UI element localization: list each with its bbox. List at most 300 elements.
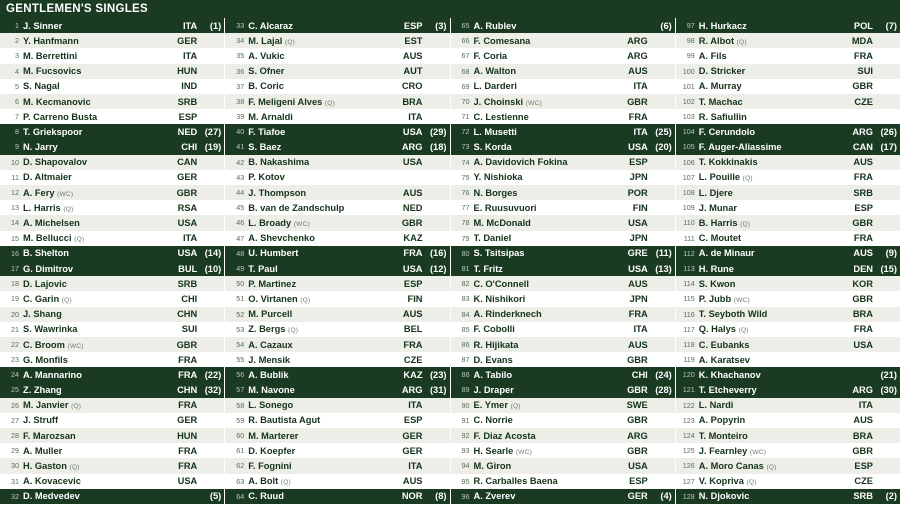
player-name[interactable] <box>699 203 851 213</box>
player-row[interactable] <box>451 352 675 367</box>
player-name[interactable] <box>699 340 850 350</box>
player-name[interactable] <box>23 157 173 167</box>
player-name[interactable] <box>474 400 623 410</box>
player-name[interactable] <box>248 491 398 501</box>
player-row[interactable] <box>676 109 900 124</box>
player-name[interactable] <box>474 21 644 31</box>
player-name[interactable] <box>699 248 850 258</box>
player-row[interactable] <box>0 474 224 489</box>
player-name[interactable] <box>699 400 855 410</box>
player-name[interactable] <box>248 431 398 441</box>
player-name[interactable] <box>23 415 173 425</box>
player-name-text: M. Janvier <box>23 400 69 411</box>
player-name[interactable] <box>474 233 626 243</box>
player-name[interactable] <box>474 294 626 304</box>
player-row[interactable] <box>451 428 675 443</box>
player-name[interactable] <box>699 431 849 441</box>
player-name[interactable] <box>699 172 850 182</box>
player-row[interactable] <box>451 48 675 63</box>
player-name[interactable] <box>23 370 174 380</box>
player-row[interactable] <box>225 458 449 473</box>
player-name-text: A. Popyrin <box>698 415 746 426</box>
player-name[interactable] <box>23 233 179 243</box>
player-name[interactable] <box>23 112 175 122</box>
player-name[interactable] <box>248 21 400 31</box>
player-row[interactable] <box>0 458 224 473</box>
player-number: 63 <box>236 476 245 486</box>
player-row[interactable] <box>225 337 449 352</box>
player-name[interactable] <box>248 415 400 425</box>
player-name[interactable] <box>699 279 849 289</box>
player-row[interactable] <box>225 383 449 398</box>
player-name[interactable] <box>699 97 851 107</box>
player-row[interactable] <box>676 231 900 246</box>
player-row[interactable] <box>225 489 449 504</box>
player-country: GER <box>177 172 198 183</box>
player-name[interactable] <box>248 66 399 76</box>
player-row[interactable] <box>676 48 900 63</box>
player-name[interactable] <box>23 340 173 350</box>
player-row[interactable] <box>451 140 675 155</box>
player-row[interactable] <box>451 155 675 170</box>
player-name[interactable] <box>699 476 851 486</box>
player-row[interactable] <box>451 398 675 413</box>
player-name[interactable] <box>699 188 850 198</box>
player-name[interactable] <box>23 431 173 441</box>
player-name[interactable] <box>474 309 625 319</box>
player-row[interactable] <box>451 383 675 398</box>
player-name[interactable] <box>474 203 629 213</box>
player-row[interactable] <box>225 18 449 33</box>
player-row[interactable] <box>451 474 675 489</box>
player-row[interactable] <box>676 170 900 185</box>
player-row[interactable] <box>676 185 900 200</box>
player-row[interactable] <box>0 276 224 291</box>
player-name[interactable] <box>23 324 178 334</box>
player-row[interactable] <box>0 383 224 398</box>
player-name[interactable] <box>474 51 624 61</box>
player-name[interactable] <box>474 97 624 107</box>
player-name[interactable] <box>248 400 404 410</box>
player-name[interactable] <box>474 188 624 198</box>
player-row[interactable] <box>451 367 675 382</box>
player-name[interactable] <box>474 157 626 167</box>
player-number: 37 <box>236 81 245 91</box>
player-country: CZE <box>854 476 873 487</box>
player-name[interactable] <box>23 172 173 182</box>
player-row[interactable] <box>451 322 675 337</box>
player-row[interactable] <box>451 231 675 246</box>
player-name[interactable] <box>248 264 399 274</box>
player-row[interactable] <box>225 474 449 489</box>
player-name[interactable] <box>248 279 400 289</box>
player-row[interactable] <box>676 398 900 413</box>
player-row[interactable] <box>451 200 675 215</box>
player-row[interactable] <box>225 413 449 428</box>
player-name-text: T. Monteiro <box>698 430 748 441</box>
player-row[interactable] <box>225 367 449 382</box>
player-country: GBR <box>627 445 648 456</box>
player-name-text: Z. Bergs <box>248 324 286 335</box>
player-country: AUS <box>853 157 873 168</box>
player-row[interactable] <box>225 352 449 367</box>
player-row[interactable] <box>676 33 900 48</box>
player-country: CHN <box>177 309 198 320</box>
player-name[interactable] <box>474 415 624 425</box>
player-name[interactable] <box>23 188 173 198</box>
player-number: 81 <box>461 263 470 273</box>
player-row[interactable] <box>0 64 224 79</box>
player-row[interactable] <box>225 246 449 261</box>
player-number: 46 <box>236 218 245 228</box>
player-row[interactable] <box>451 79 675 94</box>
player-row[interactable] <box>676 94 900 109</box>
player-row[interactable] <box>0 94 224 109</box>
player-row[interactable] <box>0 33 224 48</box>
player-row[interactable] <box>676 261 900 276</box>
player-row[interactable] <box>0 79 224 94</box>
player-row[interactable] <box>676 246 900 261</box>
player-name[interactable] <box>474 370 628 380</box>
player-row[interactable] <box>0 322 224 337</box>
player-name[interactable] <box>248 233 399 243</box>
player-name[interactable] <box>23 142 177 152</box>
player-name[interactable] <box>248 127 399 137</box>
player-number: 127 <box>682 476 695 486</box>
player-row[interactable] <box>451 124 675 139</box>
player-row[interactable] <box>225 33 449 48</box>
player-name[interactable] <box>474 36 624 46</box>
player-row[interactable] <box>225 109 449 124</box>
player-row[interactable] <box>225 79 449 94</box>
player-row[interactable] <box>225 276 449 291</box>
player-row[interactable] <box>676 443 900 458</box>
player-name[interactable] <box>699 264 850 274</box>
player-row[interactable] <box>0 231 224 246</box>
player-row[interactable] <box>451 307 675 322</box>
player-name[interactable] <box>699 157 850 167</box>
player-row[interactable] <box>0 109 224 124</box>
player-name[interactable] <box>248 157 399 167</box>
player-seed: (32) <box>204 385 222 396</box>
player-name[interactable] <box>699 142 849 152</box>
player-row[interactable] <box>451 33 675 48</box>
player-row[interactable] <box>225 428 449 443</box>
player-name[interactable] <box>699 446 849 456</box>
player-name[interactable] <box>474 66 625 76</box>
player-country: GRE <box>627 248 648 259</box>
player-name[interactable] <box>474 264 625 274</box>
player-row[interactable] <box>451 18 675 33</box>
player-name[interactable] <box>699 309 849 319</box>
player-seed: (27) <box>204 126 222 137</box>
player-name[interactable] <box>248 309 399 319</box>
player-row[interactable] <box>0 413 224 428</box>
player-row[interactable] <box>225 170 449 185</box>
player-name-text: A. Cazaux <box>248 339 293 350</box>
player-row[interactable] <box>225 443 449 458</box>
player-row[interactable] <box>676 276 900 291</box>
player-row[interactable] <box>0 170 224 185</box>
player-name[interactable] <box>248 36 400 46</box>
player-row[interactable] <box>0 443 224 458</box>
player-name[interactable] <box>474 431 624 441</box>
player-row[interactable] <box>225 291 449 306</box>
player-country: CHI <box>181 142 198 153</box>
player-name[interactable] <box>23 461 174 471</box>
player-name[interactable] <box>474 324 630 334</box>
player-row[interactable] <box>676 352 900 367</box>
player-name[interactable] <box>248 340 399 350</box>
player-name[interactable] <box>248 188 399 198</box>
player-name[interactable] <box>23 36 173 46</box>
player-row[interactable] <box>0 140 224 155</box>
player-name-text: E. Ymer <box>473 400 508 411</box>
player-name[interactable] <box>474 446 624 456</box>
player-row[interactable] <box>225 398 449 413</box>
player-name[interactable] <box>474 248 624 258</box>
player-row[interactable] <box>676 18 900 33</box>
player-name[interactable] <box>474 142 625 152</box>
player-name[interactable] <box>474 355 624 365</box>
player-row[interactable] <box>451 291 675 306</box>
player-row[interactable] <box>451 337 675 352</box>
player-name[interactable] <box>248 172 418 182</box>
player-name[interactable] <box>474 81 630 91</box>
draw-column <box>451 18 675 506</box>
player-row[interactable] <box>225 231 449 246</box>
player-row[interactable] <box>0 18 224 33</box>
player-row[interactable] <box>451 170 675 185</box>
player-name[interactable] <box>248 446 398 456</box>
player-row[interactable] <box>451 185 675 200</box>
player-name[interactable] <box>699 294 849 304</box>
player-name[interactable] <box>248 81 398 91</box>
player-row[interactable] <box>0 352 224 367</box>
player-name[interactable] <box>23 400 174 410</box>
player-row[interactable] <box>225 140 449 155</box>
player-row[interactable] <box>225 261 449 276</box>
player-name[interactable] <box>699 51 850 61</box>
player-name[interactable] <box>699 21 850 31</box>
player-name[interactable] <box>248 385 398 395</box>
player-country: GBR <box>176 187 198 198</box>
player-name[interactable] <box>248 476 399 486</box>
player-row[interactable] <box>451 94 675 109</box>
player-name[interactable] <box>23 127 174 137</box>
player-row[interactable] <box>676 322 900 337</box>
player-row[interactable] <box>0 185 224 200</box>
player-row[interactable] <box>676 413 900 428</box>
player-name[interactable] <box>23 21 179 31</box>
player-name[interactable] <box>248 248 399 258</box>
player-name[interactable] <box>699 491 850 501</box>
player-row[interactable] <box>676 367 900 382</box>
player-row[interactable] <box>225 200 449 215</box>
player-name[interactable] <box>23 294 177 304</box>
player-name[interactable] <box>474 172 626 182</box>
player-name[interactable] <box>23 218 174 228</box>
player-row[interactable] <box>451 261 675 276</box>
player-row[interactable] <box>451 109 675 124</box>
player-name[interactable] <box>248 370 399 380</box>
player-name[interactable] <box>23 81 177 91</box>
player-name-text: M. Kecmanovic <box>23 96 91 107</box>
player-row[interactable] <box>0 337 224 352</box>
player-row[interactable] <box>451 413 675 428</box>
player-number: 31 <box>11 476 19 486</box>
player-number: 103 <box>682 112 695 122</box>
player-name[interactable] <box>699 461 851 471</box>
player-name[interactable] <box>248 355 400 365</box>
player-name[interactable] <box>23 476 174 486</box>
player-name[interactable] <box>23 264 174 274</box>
player-name-text: J. Sinner <box>23 20 63 31</box>
player-country: ITA <box>633 324 648 335</box>
player-row[interactable] <box>676 79 900 94</box>
player-row[interactable] <box>676 155 900 170</box>
player-number: 66 <box>461 36 470 46</box>
player-name[interactable] <box>248 294 403 304</box>
player-row[interactable] <box>451 246 675 261</box>
player-row[interactable] <box>676 307 900 322</box>
player-row[interactable] <box>225 64 449 79</box>
player-name[interactable] <box>248 142 398 152</box>
player-name[interactable] <box>699 218 849 228</box>
player-row[interactable] <box>0 291 224 306</box>
player-row[interactable] <box>225 322 449 337</box>
player-name[interactable] <box>699 370 869 380</box>
player-row[interactable] <box>676 458 900 473</box>
player-name[interactable] <box>474 476 626 486</box>
player-row[interactable] <box>225 124 449 139</box>
player-name[interactable] <box>23 51 179 61</box>
player-row[interactable] <box>0 124 224 139</box>
player-number: 91 <box>461 415 470 425</box>
player-name[interactable] <box>248 461 404 471</box>
player-number: 80 <box>461 248 470 258</box>
player-name[interactable] <box>474 218 625 228</box>
player-name[interactable] <box>23 279 174 289</box>
player-name-text: B. Nakashima <box>248 157 310 168</box>
player-name-text: D. Lajovic <box>23 278 67 289</box>
player-row[interactable] <box>0 200 224 215</box>
player-name[interactable] <box>474 340 625 350</box>
player-name[interactable] <box>699 127 849 137</box>
player-row[interactable] <box>0 215 224 230</box>
player-name[interactable] <box>23 248 174 258</box>
player-name[interactable] <box>699 324 850 334</box>
player-name-text: P. Jubb <box>698 293 732 304</box>
player-name[interactable] <box>474 461 625 471</box>
player-name[interactable] <box>248 203 399 213</box>
player-country: SUI <box>181 324 198 335</box>
player-row[interactable] <box>676 64 900 79</box>
player-name[interactable] <box>699 385 849 395</box>
player-row[interactable] <box>676 215 900 230</box>
player-row[interactable] <box>676 428 900 443</box>
player-row[interactable] <box>225 215 449 230</box>
player-number: 1 <box>15 20 19 30</box>
player-name[interactable] <box>699 81 849 91</box>
player-number: 115 <box>683 294 695 304</box>
player-name-text: S. Nagal <box>23 81 60 92</box>
player-name[interactable] <box>23 446 174 456</box>
player-row[interactable] <box>0 398 224 413</box>
player-row[interactable] <box>451 215 675 230</box>
player-name[interactable] <box>23 491 193 501</box>
player-name[interactable] <box>248 112 404 122</box>
player-row[interactable] <box>225 48 449 63</box>
player-name[interactable] <box>248 51 399 61</box>
player-row[interactable] <box>451 64 675 79</box>
player-country: IND <box>181 81 198 92</box>
player-row[interactable] <box>676 291 900 306</box>
player-row[interactable] <box>676 474 900 489</box>
player-name[interactable] <box>699 355 869 365</box>
player-row[interactable] <box>225 185 449 200</box>
player-country: USA <box>402 157 423 168</box>
player-name[interactable] <box>474 385 624 395</box>
player-row[interactable] <box>676 200 900 215</box>
player-name[interactable] <box>474 491 624 501</box>
player-name[interactable] <box>23 203 174 213</box>
player-name[interactable] <box>699 112 869 122</box>
player-name[interactable] <box>23 97 174 107</box>
player-row[interactable] <box>451 489 675 504</box>
player-country: GER <box>402 430 423 441</box>
player-row[interactable] <box>451 458 675 473</box>
player-name[interactable] <box>699 36 848 46</box>
player-row[interactable] <box>451 443 675 458</box>
player-name[interactable] <box>23 66 173 76</box>
player-name[interactable] <box>23 385 173 395</box>
player-row[interactable] <box>0 246 224 261</box>
player-name-text: G. Monfils <box>23 354 68 365</box>
player-row[interactable] <box>0 428 224 443</box>
player-name[interactable] <box>23 355 174 365</box>
player-name[interactable] <box>474 279 625 289</box>
player-name[interactable] <box>699 233 850 243</box>
player-row[interactable] <box>0 155 224 170</box>
player-row[interactable] <box>676 140 900 155</box>
player-name[interactable] <box>474 127 630 137</box>
player-row[interactable] <box>0 307 224 322</box>
player-number: 65 <box>461 20 470 30</box>
player-row[interactable] <box>0 367 224 382</box>
player-number: 86 <box>461 339 470 349</box>
player-row[interactable] <box>676 383 900 398</box>
player-name[interactable] <box>699 66 854 76</box>
player-name[interactable] <box>23 309 173 319</box>
player-row[interactable] <box>0 48 224 63</box>
player-name[interactable] <box>699 415 850 425</box>
player-row[interactable] <box>676 337 900 352</box>
player-row[interactable] <box>0 261 224 276</box>
player-country: HUN <box>177 430 198 441</box>
player-name[interactable] <box>474 112 625 122</box>
player-row[interactable] <box>0 489 224 504</box>
player-row[interactable] <box>225 94 449 109</box>
player-row[interactable] <box>676 124 900 139</box>
player-row[interactable] <box>451 276 675 291</box>
player-row[interactable] <box>676 489 900 504</box>
player-name[interactable] <box>248 324 400 334</box>
player-name[interactable] <box>248 97 398 107</box>
player-name[interactable] <box>248 218 398 228</box>
player-row[interactable] <box>225 307 449 322</box>
player-row[interactable] <box>225 155 449 170</box>
